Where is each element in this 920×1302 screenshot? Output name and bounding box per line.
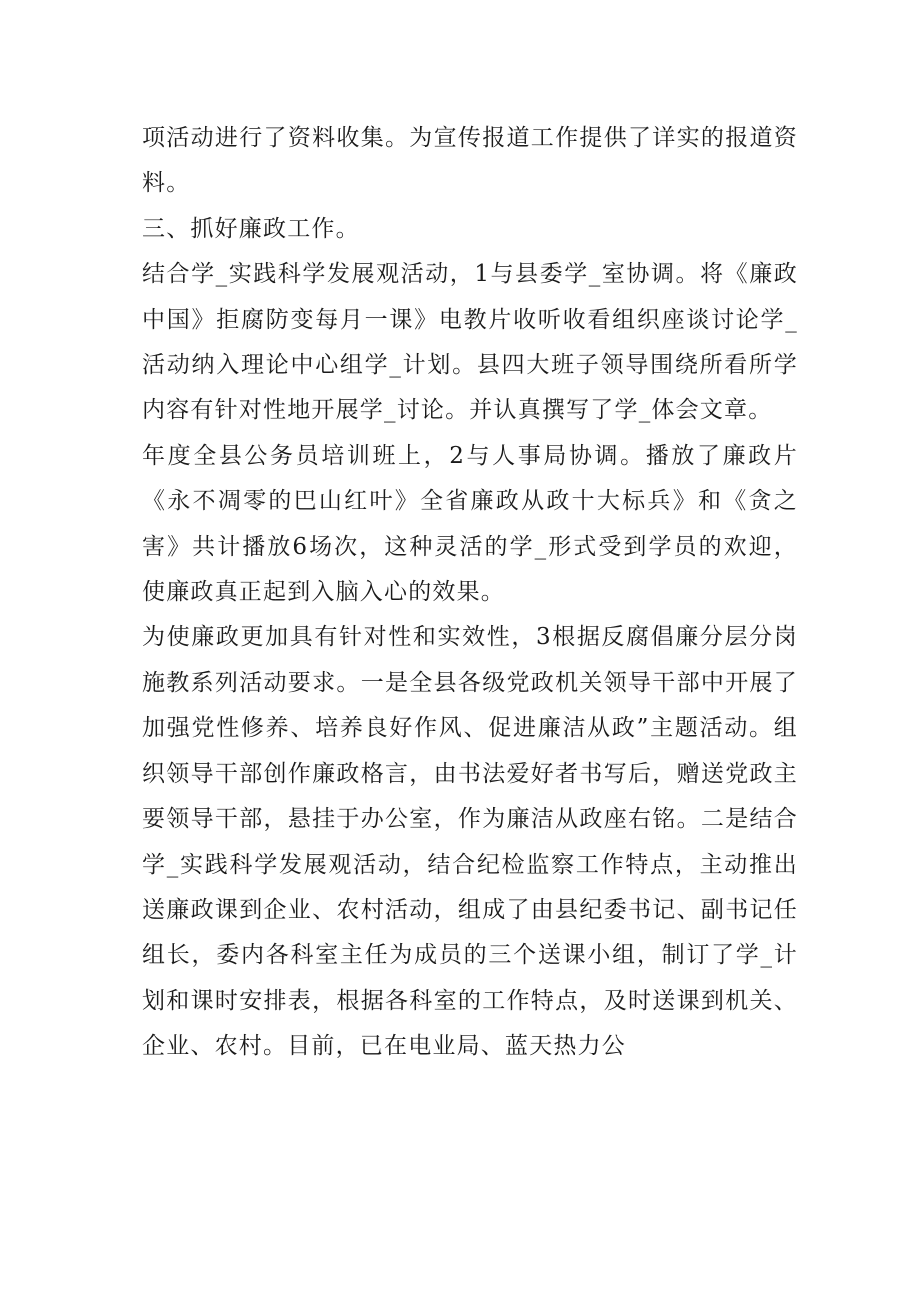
paragraph-targeted-education: 为使廉政更加具有针对性和实效性，3根据反腐倡廉分层分岗施教系列活动要求。一是全县各级党政机关领导干部中开展了加强党性修养、培养良好作风、促进廉洁从政”主题活动。组织领导干部创作廉政格言，由书法爱好者书写后，赠送党政主要领导干部，悬挂于办公室，作为廉洁从政座右铭。二是结合学_实践科学发展观活动，结合纪检监察工作特点，主动推出送廉政课到企业、农村活动，组成了由县纪委书记、副书记任组长，委内各科室主任为成员的三个送课小组，制订了学_计划和课时安排表，根据各科室的工作特点，及时送课到机关、企业、农村。目前，已在电业局、蓝天热力公 <box>142 624 798 1060</box>
document-body <box>142 116 798 1070</box>
paragraph-civil-servant-training: 年度全县公务员培训班上，2与人事局协调。播放了廉政片《永不凋零的巴山红叶》全省廉政从政十大标兵》和《贪之害》共计播放6场次，这种灵活的学_形式受到学员的欢迎，使廉政真正起到入脑入心的效果。 <box>142 442 798 606</box>
paragraph-report-materials: 项活动进行了资料收集。为宣传报道工作提供了详实的报道资料。 <box>142 125 798 197</box>
paragraph-study-practice: 结合学_实践科学发展观活动，1与县委学_室协调。将《廉政中国》拒腐防变每月一课》电教片收听收看组织座谈讨论学_活动纳入理论中心组学_计划。县四大班子领导围绕所看所学内容有针对性地开展学_讨论。并认真撰写了学_体会文章。 <box>142 261 798 424</box>
section-heading-anti-corruption: 三、抓好廉政工作。 <box>142 215 360 242</box>
